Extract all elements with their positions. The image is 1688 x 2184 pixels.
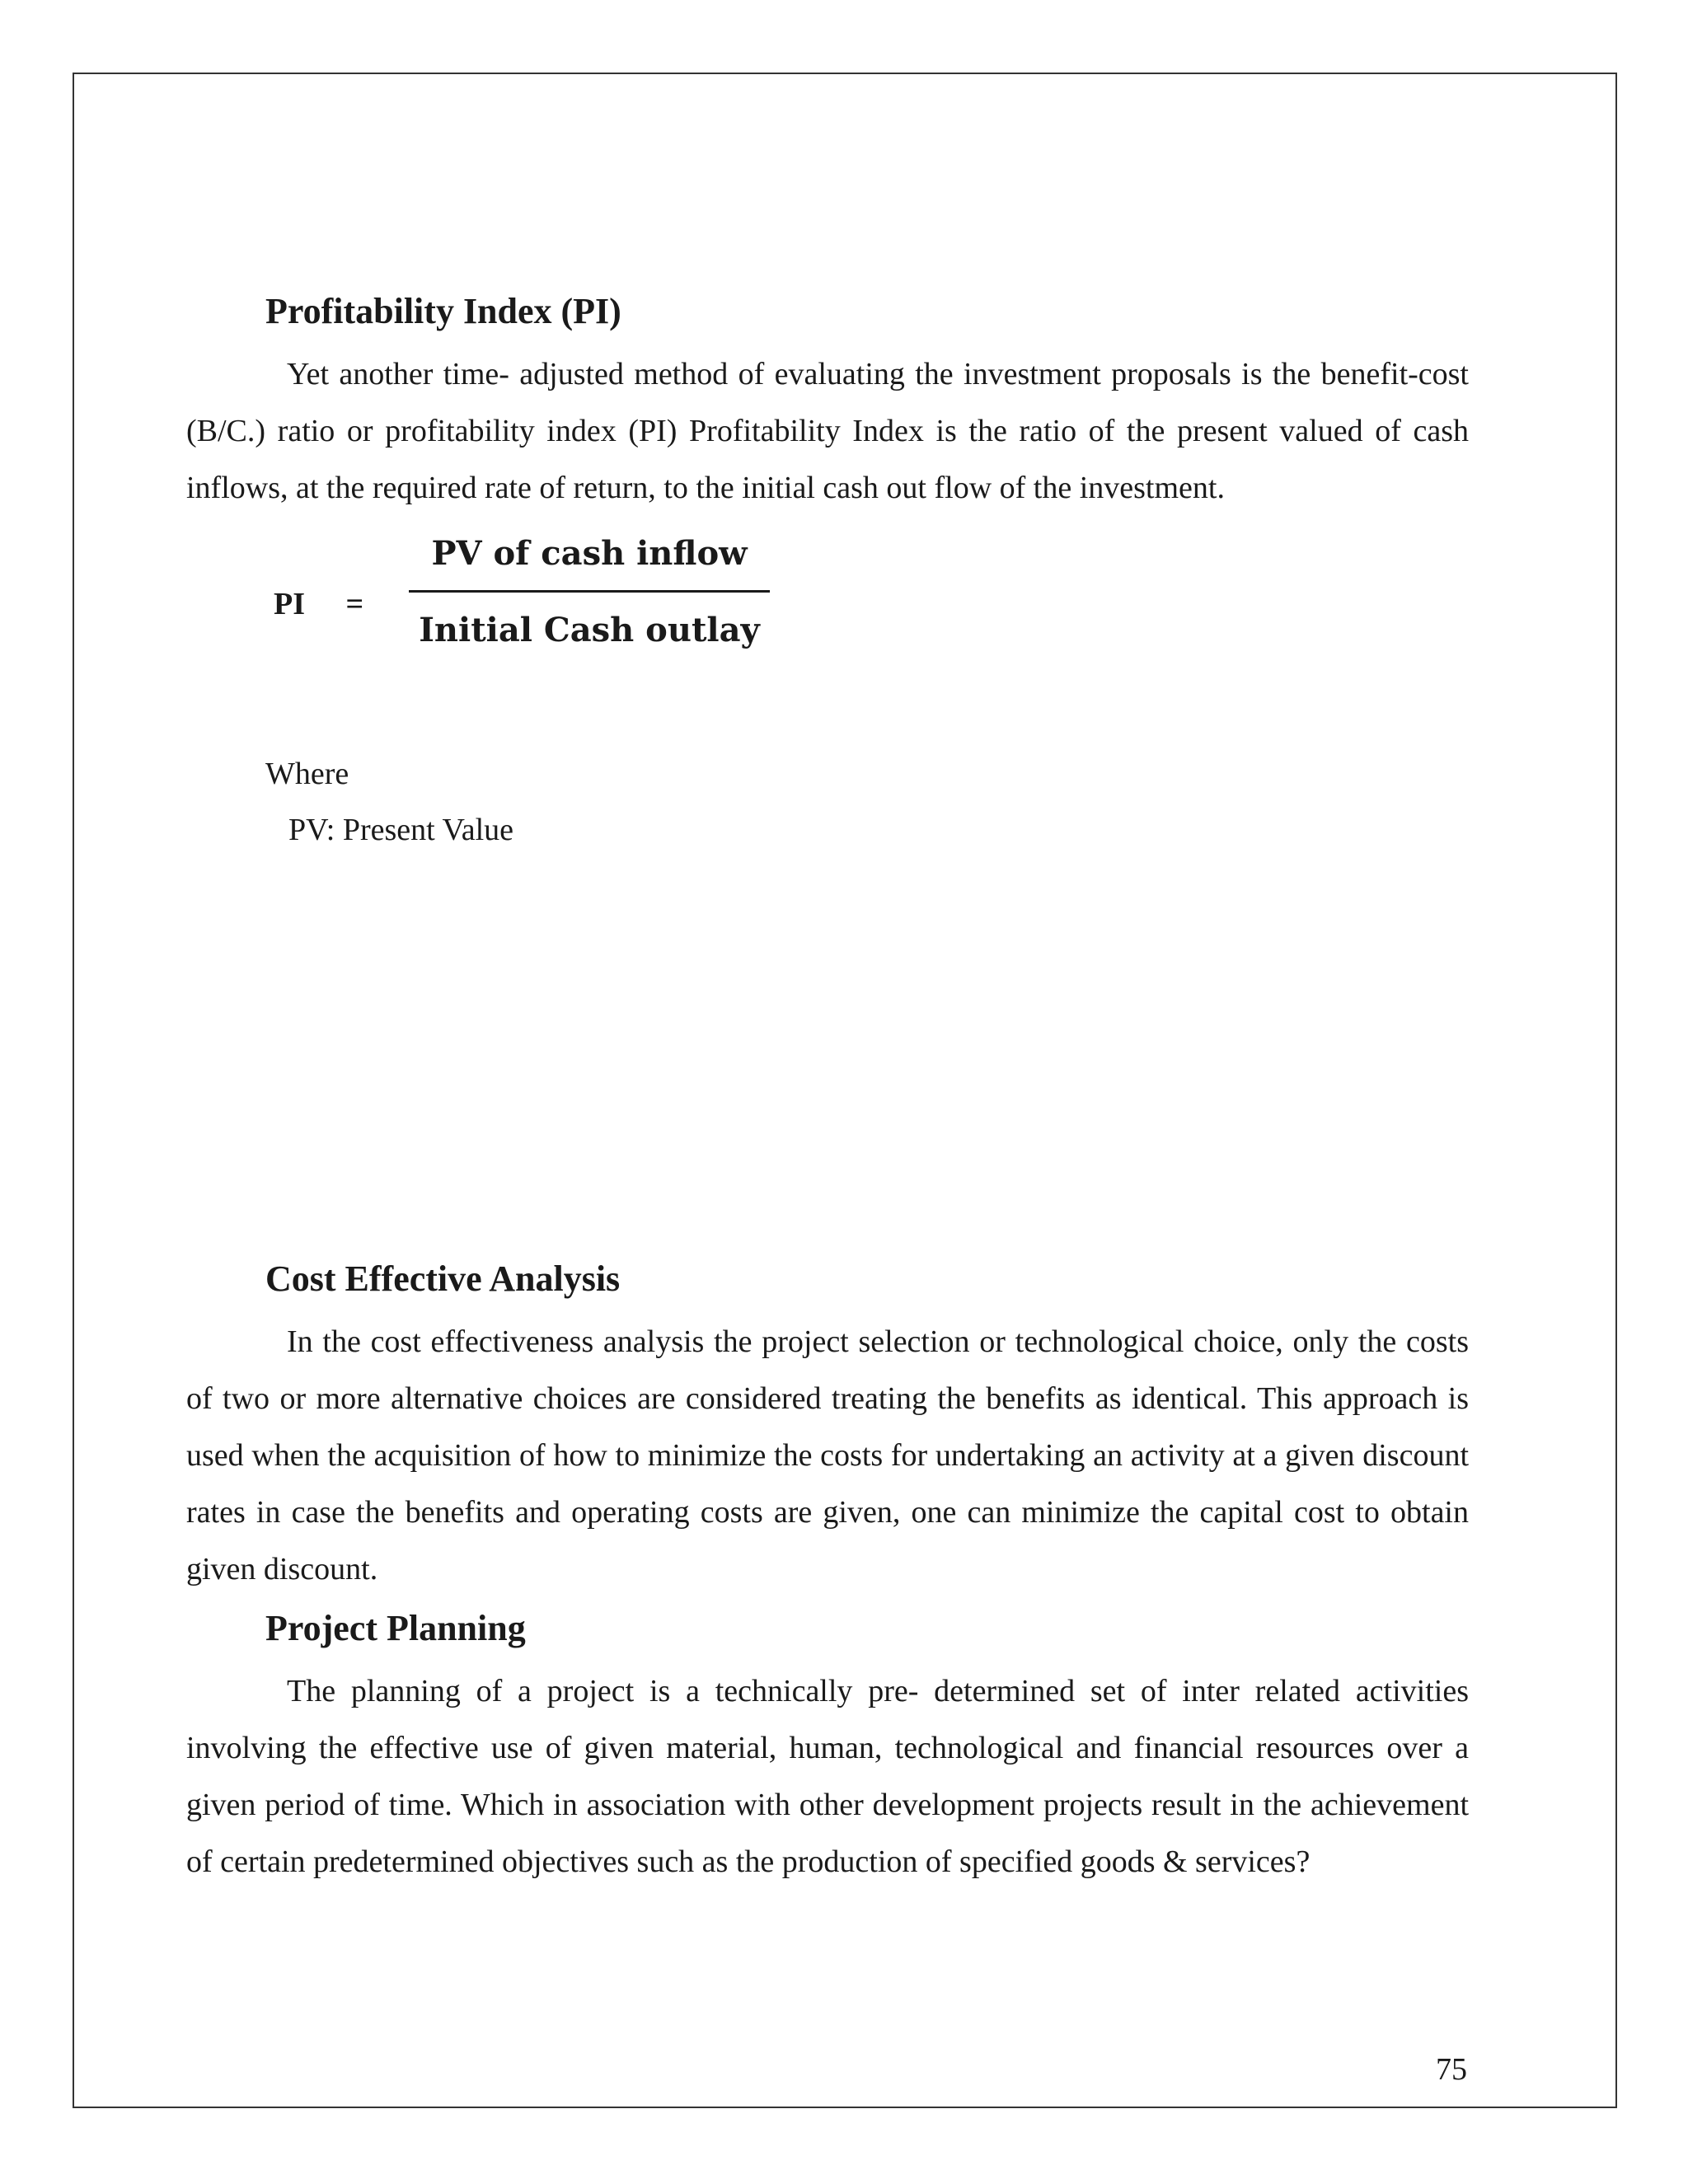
formula-denominator: Initial Cash outlay (419, 611, 760, 649)
heading-project-planning: Project Planning (265, 1608, 526, 1648)
formula-equals-sign: = (345, 587, 364, 621)
pv-definition: PV: Present Value (288, 813, 514, 847)
paragraph-cost-effective-analysis: In the cost effectiveness analysis the project selection or technological choice, only the costs of two or more alternative choices are considered treating the benefits as identical. This approach is used when the acquisition of how to minimize the costs for undertaking an activity at a given discount rates in case the benefits and operating costs are given, one can minimize the capital cost to obtain given discount. (186, 1324, 1469, 1586)
fraction-bar (409, 590, 770, 593)
where-label: Where (265, 757, 349, 791)
heading-cost-effective-analysis: Cost Effective Analysis (265, 1258, 621, 1299)
heading-profitability-index: Profitability Index (PI) (265, 291, 621, 331)
page-number: 75 (1436, 2052, 1467, 2087)
formula-lhs (274, 583, 363, 625)
paragraph-profitability-index: Yet another time- adjusted method of evaluating the investment proposals is the benefit-cost (B/C.) ratio or profitability index (PI) Profitability Index is the ratio of the present valued of cash inflows, at the required rate of return, to the initial cash out flow of the investment. (186, 357, 1469, 505)
formula-numerator: PV of cash inflow (431, 534, 748, 573)
formula-pi-symbol: PI (274, 587, 305, 621)
paragraph-project-planning: The planning of a project is a technically pre- determined set of inter related activities involving the effective use of given material, human, technological and financial resources over a given period of time. Which in association with other development projects result in the achievement of certain predetermined objectives such as the production of specified goods & services? (186, 1674, 1469, 1879)
formula-fraction (409, 531, 770, 654)
